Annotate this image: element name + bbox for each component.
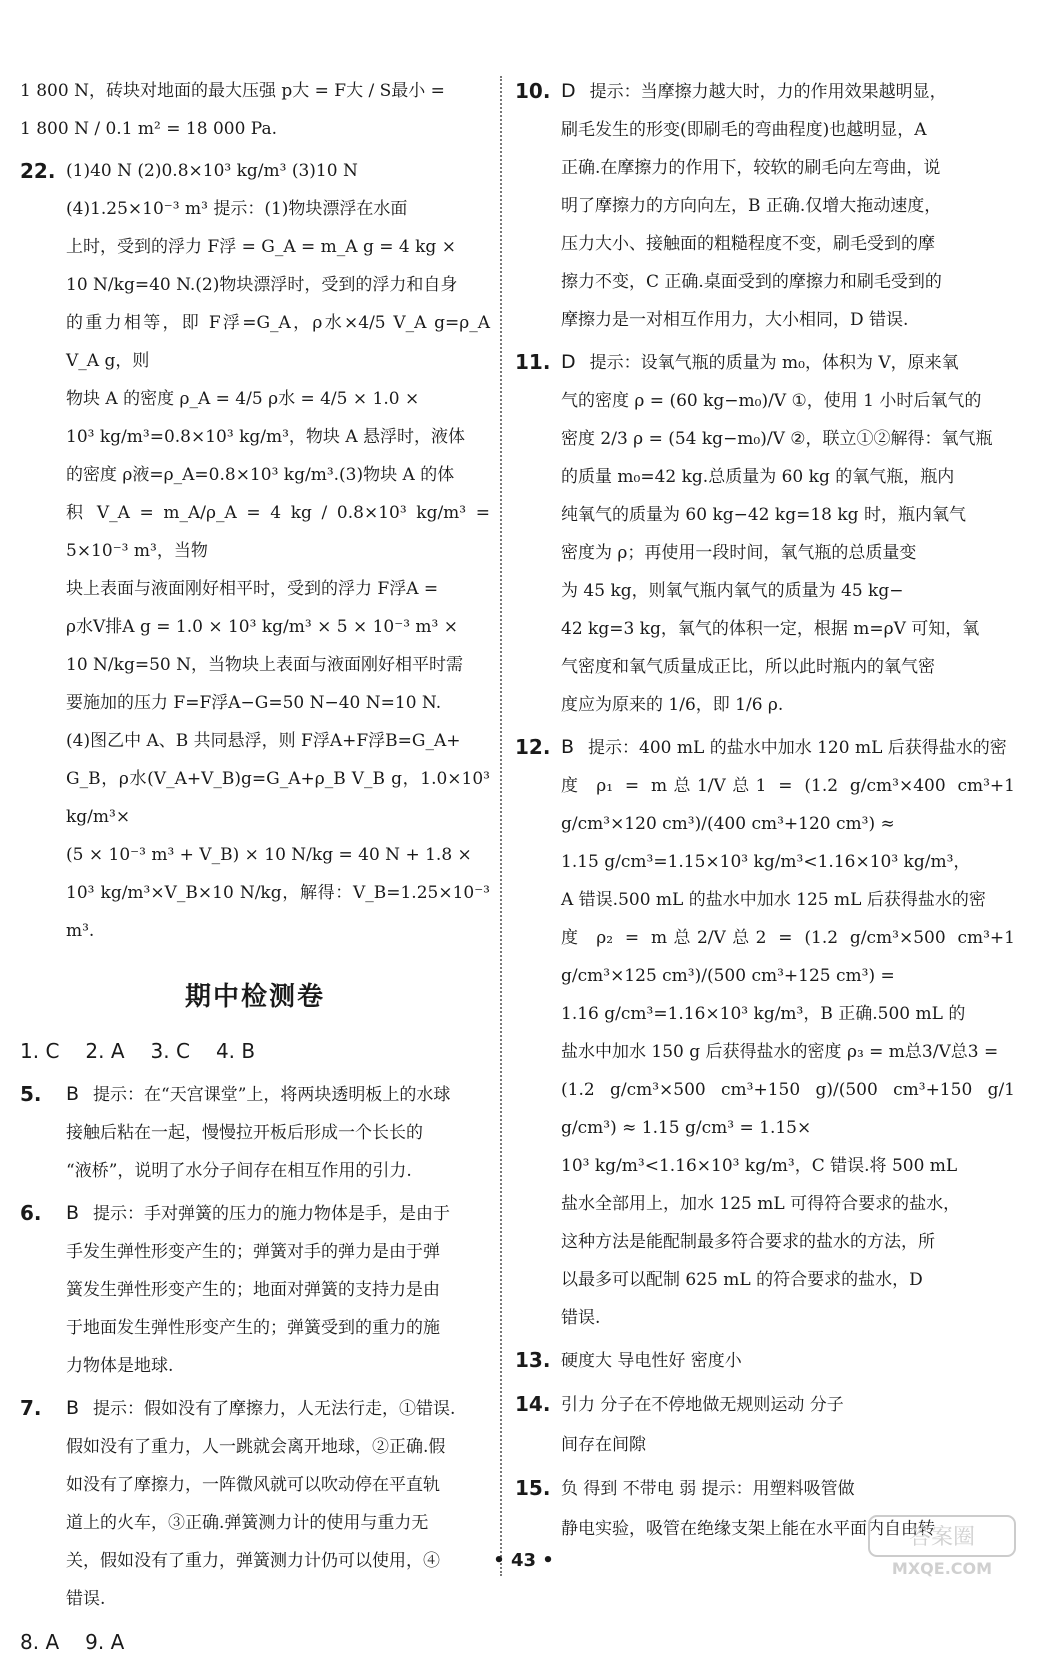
answer-choice: D — [561, 80, 576, 102]
answer-line: 如没有了摩擦力，一阵微风就可以吹动停在平直轨 — [66, 1475, 440, 1495]
answer-line: 错误. — [561, 1308, 601, 1328]
answer-choice: B — [66, 1083, 80, 1105]
answer-line: 纯氧气的质量为 60 kg−42 kg=18 kg 时，瓶内氧气 — [561, 505, 966, 525]
left-column — [20, 72, 490, 1666]
answer-text: 硬度大 导电性好 密度小 — [561, 1351, 742, 1371]
answer-line: 的密度 ρ液=ρ_A=0.8×10³ kg/m³.(3)物块 A 的体 — [66, 465, 455, 485]
answer-line: ρ水V排A g = 1.0 × 10³ kg/m³ × 5 × 10⁻³ m³ × — [66, 617, 458, 637]
right-column — [515, 72, 1015, 1553]
answer-line: 引力 分子在不停地做无规则运动 分子 — [561, 1395, 844, 1415]
answer-line: 盐水中加水 150 g 后获得盐水的密度 ρ₃ = m总3/V总3 = — [561, 1042, 999, 1062]
answer-body — [561, 343, 1015, 724]
question-22 — [20, 152, 490, 950]
answer-line: 上时，受到的浮力 F浮 = G_A = m_A g = 4 kg × — [66, 237, 456, 257]
answer-line: 错误. — [66, 1589, 106, 1609]
answer-line-text: 提示：400 mL 的盐水中加水 120 mL 后获得盐水的密 — [588, 738, 1007, 758]
question-10 — [515, 72, 1015, 339]
answer-line: 以最多可以配制 625 mL 的符合要求的盐水，D — [561, 1270, 923, 1290]
answer-line: 42 kg=3 kg，氧气的体积一定，根据 m=ρV 可知，氧 — [561, 619, 980, 639]
answer-line: 摩擦力是一对相互作用力，大小相同，D 错误. — [561, 310, 909, 330]
answer-line: (1.2 g/cm³×500 cm³+150 g)/(500 cm³+150 g/1 g/cm³) ≈ 1.15 g/cm³ = 1.15× — [561, 1080, 1015, 1138]
watermark-logo-icon — [867, 1512, 1017, 1582]
answer-line: 10 N/kg=50 N，当物块上表面与液面刚好相平时需 — [66, 655, 463, 675]
short-answer: 1. C — [20, 1039, 60, 1063]
question-number: 10. — [515, 79, 551, 103]
answer-line: 接触后粘在一起，慢慢拉开板后形成一个长长的 — [66, 1123, 423, 1143]
question-number: 5. — [20, 1082, 42, 1106]
short-answer: 4. B — [215, 1039, 256, 1063]
answer-line: 间存在间隙 — [561, 1435, 646, 1455]
answer-line: 1.15 g/cm³=1.15×10³ kg/m³<1.16×10³ kg/m³， — [561, 852, 971, 872]
question-number: 11. — [515, 350, 551, 374]
short-answer: 8. A — [20, 1630, 60, 1654]
answer-line: 负 得到 不带电 弱 提示：用塑料吸管做 — [561, 1479, 855, 1499]
answer-line — [66, 1075, 490, 1114]
answer-line — [561, 343, 1015, 382]
question-12 — [515, 728, 1015, 1337]
question-number: 13. — [515, 1348, 551, 1372]
answer-line: (1)40 N (2)0.8×10³ kg/m³ (3)10 N — [66, 161, 358, 181]
answer-line: 度 ρ₁ = m总1/V总1 = (1.2 g/cm³×400 cm³+1 g/cm³×120 cm³)/(400 cm³+120 cm³) ≈ — [561, 776, 1015, 834]
answer-line: 要施加的压力 F=F浮A−G=50 N−40 N=10 N. — [66, 693, 442, 713]
answer-choice: D — [561, 351, 576, 373]
answer-line: 力物体是地球. — [66, 1356, 174, 1376]
answer-body — [66, 1194, 490, 1385]
question-number: 7. — [20, 1396, 42, 1420]
answer-line: 于地面发生弹性形变产生的；弹簧受到的重力的施 — [66, 1318, 440, 1338]
answer-line — [66, 1194, 490, 1233]
answer-line — [66, 1389, 490, 1428]
answer-line: 压力大小、接触面的粗糙程度不变，刷毛受到的摩 — [561, 234, 935, 254]
question-5 — [20, 1075, 490, 1190]
answer-line — [561, 72, 1015, 111]
answer-line: 密度 2/3 ρ = (54 kg−m₀)/V ②，联立①②解得：氧气瓶 — [561, 429, 993, 449]
answer-line: 簧发生弹性形变产生的；地面对弹簧的支持力是由 — [66, 1280, 440, 1300]
question-11 — [515, 343, 1015, 724]
answer-line: (4)1.25×10⁻³ m³ 提示：(1)物块漂浮在水面 — [66, 199, 408, 219]
answer-line: 10³ kg/m³=0.8×10³ kg/m³，物块 A 悬浮时，液体 — [66, 427, 466, 447]
answer-line: 积 V_A = m_A/ρ_A = 4 kg / 0.8×10³ kg/m³ = 5×10⁻³ m³，当物 — [66, 503, 490, 561]
answer-line — [561, 728, 1015, 767]
answer-body — [561, 72, 1015, 339]
answers-8-9 — [20, 1622, 490, 1662]
answer-line: A 错误.500 mL 的盐水中加水 125 mL 后获得盐水的密 — [561, 890, 986, 910]
question-number: 14. — [515, 1392, 551, 1416]
answer-line: 的重力相等，即 F浮=G_A，ρ水×4/5 V_A g=ρ_A V_A g，则 — [66, 313, 490, 371]
answer-line: “液桥”，说明了水分子间存在相互作用的引力. — [66, 1161, 412, 1181]
answer-choice: B — [66, 1202, 80, 1224]
answer-body — [66, 1389, 490, 1618]
answer-line: 为 45 kg，则氧气瓶内氧气的质量为 45 kg− — [561, 581, 904, 601]
answer-line: G_B，ρ水(V_A+V_B)g=G_A+ρ_B V_B g，1.0×10³ kg/m³× — [66, 769, 490, 827]
section-title: 期中检测卷 — [184, 982, 325, 1012]
answer-line: 的质量 m₀=42 kg.总质量为 60 kg 的氧气瓶，瓶内 — [561, 467, 955, 487]
answer-line: 静电实验，吸管在绝缘支架上能在水平面内自由转 — [561, 1519, 935, 1539]
question-14 — [515, 1385, 1015, 1465]
answer-line: (4)图乙中 A、B 共同悬浮，则 F浮A+F浮B=G_A+ — [66, 731, 461, 751]
answer-line: 明了摩擦力的方向向左，B 正确.仅增大拖动速度， — [561, 196, 942, 216]
answer-line: 物块 A 的密度 ρ_A = 4/5 ρ水 = 4/5 × 1.0 × — [66, 389, 420, 409]
answer-line-text: 提示：当摩擦力越大时，力的作用效果越明显， — [589, 82, 947, 102]
question-number: 22. — [20, 159, 56, 183]
question-7 — [20, 1389, 490, 1618]
answer-line: 块上表面与液面刚好相平时，受到的浮力 F浮A = — [66, 579, 439, 599]
answer-choice: B — [561, 736, 575, 758]
short-answer: 3. C — [150, 1039, 190, 1063]
answer-body — [66, 152, 490, 950]
answer-line: 密度为 ρ；再使用一段时间，氧气瓶的总质量变 — [561, 543, 917, 563]
answer-line: 这种方法是能配制最多符合要求的盐水的方法，所 — [561, 1232, 935, 1252]
answer-body — [66, 1075, 490, 1190]
answer-line: 关，假如没有了重力，弹簧测力计仍可以使用，④ — [66, 1551, 440, 1571]
answer-line: 擦力不变，C 正确.桌面受到的摩擦力和刷毛受到的 — [561, 272, 942, 292]
page-number: • 43 • — [493, 1550, 554, 1571]
answer-line: 盐水全部用上，加水 125 mL 可得符合要求的盐水， — [561, 1194, 961, 1214]
watermark-title: 答案圈 — [908, 1525, 976, 1550]
answer-line: 假如没有了重力，人一跳就会离开地球，②正确.假 — [66, 1437, 446, 1457]
answers-1-4 — [20, 1031, 490, 1071]
question-6 — [20, 1194, 490, 1385]
question-number: 15. — [515, 1476, 551, 1500]
answer-line: 气的密度 ρ = (60 kg−m₀)/V ①，使用 1 小时后氧气的 — [561, 391, 982, 411]
answer-line: 度应为原来的 1/6，即 1/6 ρ. — [561, 695, 784, 715]
short-answer: 9. A — [85, 1630, 125, 1654]
answer-line: 手发生弹性形变产生的；弹簧对手的弹力是由于弹 — [66, 1242, 440, 1262]
cont-line-2: 1 800 N / 0.1 m² = 18 000 Pa. — [20, 119, 278, 139]
answer-choice: B — [66, 1397, 80, 1419]
question-number: 6. — [20, 1201, 42, 1225]
answer-line: 10 N/kg=40 N.(2)物块漂浮时，受到的浮力和自身 — [66, 275, 458, 295]
watermark-url: MXQE.COM — [891, 1559, 993, 1578]
answer-line: 气密度和氧气质量成正比，所以此时瓶内的氧气密 — [561, 657, 935, 677]
answer-line-text: 提示：假如没有了摩擦力，人无法行走，①错误. — [93, 1399, 456, 1419]
answer-body — [561, 728, 1015, 1337]
answer-line: 度 ρ₂ = m总2/V总2 = (1.2 g/cm³×500 cm³+1 g/cm³×125 cm³)/(500 cm³+125 cm³) = — [561, 928, 1015, 986]
short-answer: 2. A — [85, 1039, 125, 1063]
answer-line-text: 提示：设氧气瓶的质量为 m₀，体积为 V，原来氧 — [589, 353, 959, 373]
question-number: 12. — [515, 735, 551, 759]
answer-line-text: 提示：在“天宫课堂”上，将两块透明板上的水球 — [93, 1085, 451, 1105]
answer-line: (5 × 10⁻³ m³ + V_B) × 10 N/kg = 40 N + 1.8 × — [66, 845, 472, 865]
question-13 — [515, 1341, 1015, 1381]
answer-line: 道上的火车，③正确.弹簧测力计的使用与重力无 — [66, 1513, 429, 1533]
answer-line: 刷毛发生的形变(即刷毛的弯曲程度)也越明显，A — [561, 120, 927, 140]
answer-line: 10³ kg/m³<1.16×10³ kg/m³，C 错误.将 500 mL — [561, 1156, 958, 1176]
cont-line-1: 1 800 N，砖块对地面的最大压强 p大 = F大 / S最小 = — [20, 81, 445, 101]
answer-line: 10³ kg/m³×V_B×10 N/kg，解得：V_B=1.25×10⁻³ m³. — [66, 883, 490, 941]
column-divider — [500, 76, 502, 1576]
answer-body — [561, 1385, 1015, 1465]
answer-line: 1.16 g/cm³=1.16×10³ kg/m³，B 正确.500 mL 的 — [561, 1004, 966, 1024]
answer-line-text: 提示：手对弹簧的压力的施力物体是手，是由于 — [93, 1204, 451, 1224]
answer-line: 正确.在摩擦力的作用下，较软的刷毛向左弯曲，说 — [561, 158, 941, 178]
